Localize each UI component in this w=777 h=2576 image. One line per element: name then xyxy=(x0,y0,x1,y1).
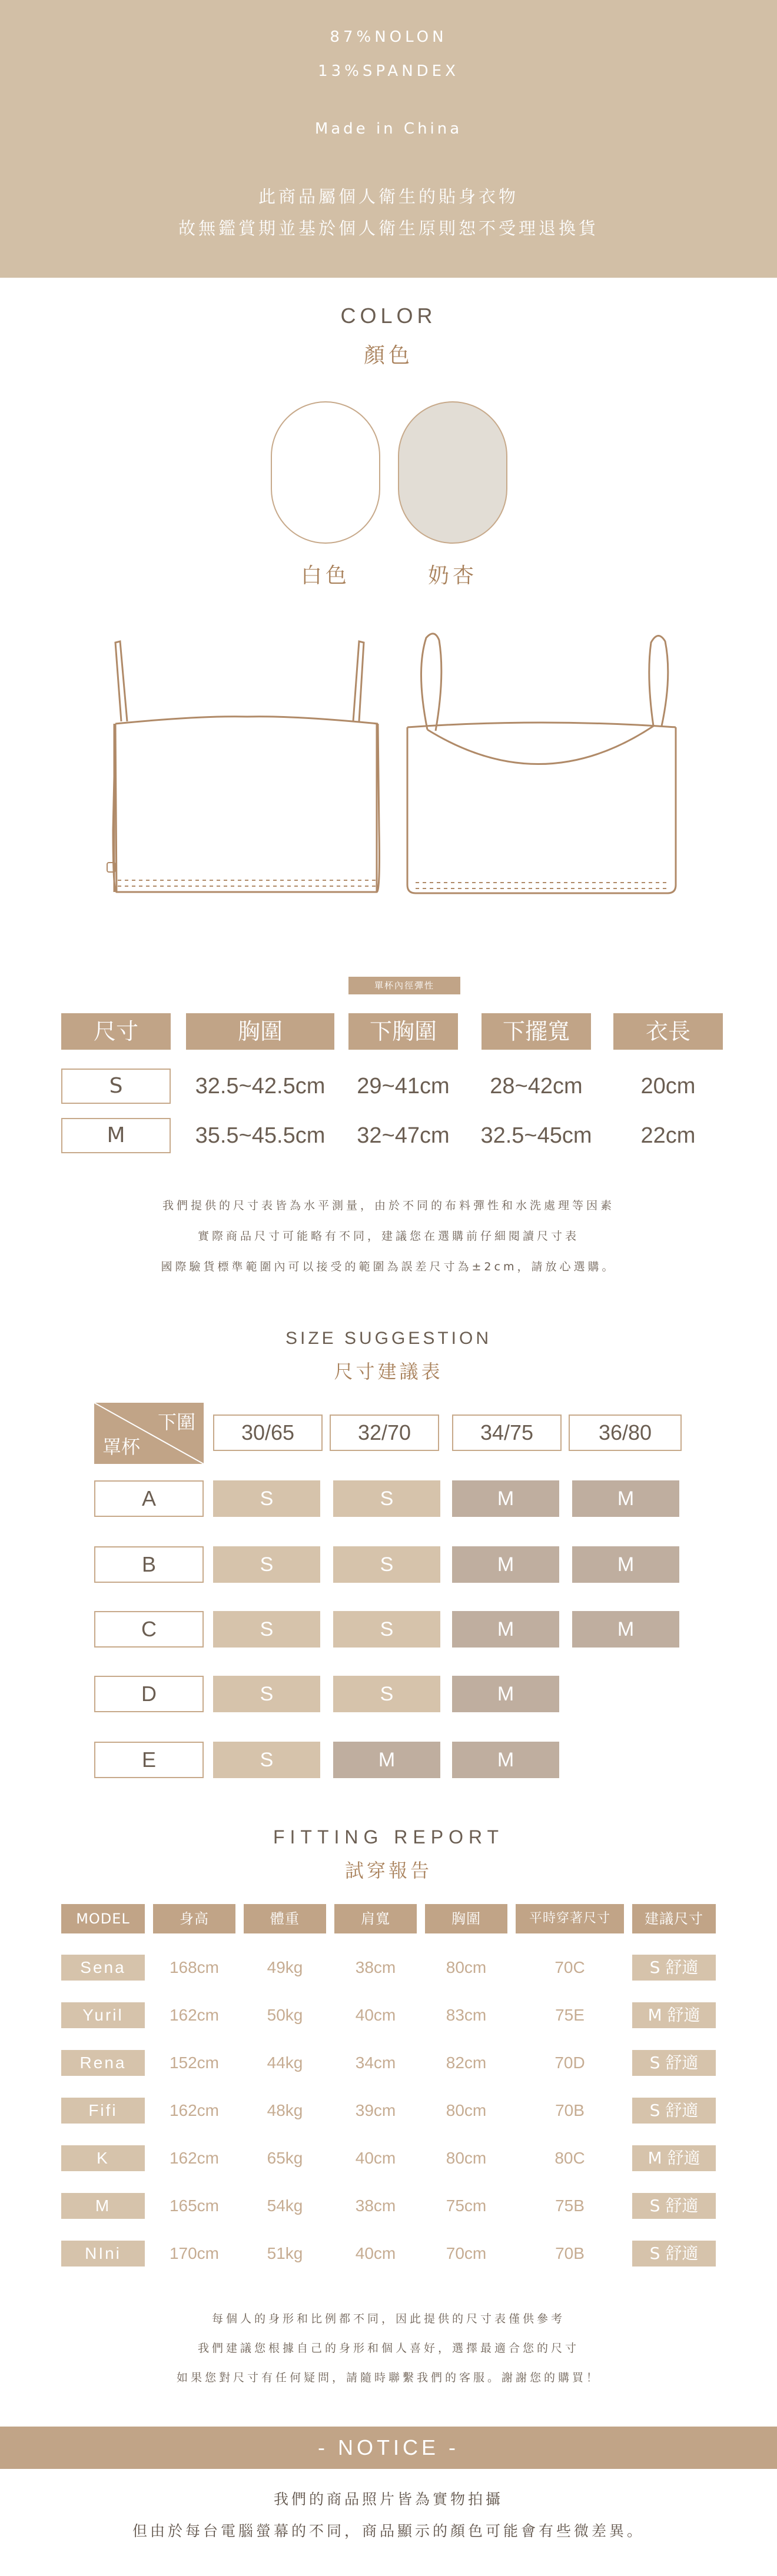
fit-usual-4: 70B xyxy=(555,2101,585,2119)
fit-fit-3: S 舒適 xyxy=(632,2050,716,2076)
fit-height-4: 162cm xyxy=(169,2101,220,2119)
sug-b-2: S xyxy=(333,1546,440,1583)
color-title-zh: 顏色 xyxy=(363,344,413,368)
sug-a-1: S xyxy=(213,1480,320,1517)
fit-weight-1: 49kg xyxy=(267,1958,303,1976)
fit-weight-7: 51kg xyxy=(267,2244,303,2262)
fit-model-2: Yuril xyxy=(61,2002,145,2028)
fit-model-4: Fifi xyxy=(61,2098,145,2124)
sug-a-4: M xyxy=(572,1480,679,1517)
garment-back-sketch xyxy=(407,634,676,893)
fit-chest-4: 80cm xyxy=(446,2101,487,2119)
sug-e-1: S xyxy=(213,1742,320,1778)
fit-shoulder-6: 38cm xyxy=(355,2196,396,2215)
fit-shoulder-1: 38cm xyxy=(355,1958,396,1976)
corner-label-underbust: 下圍 xyxy=(157,1411,195,1433)
swatch-cream xyxy=(398,401,507,544)
sug-c-2: S xyxy=(333,1611,440,1648)
fitting-note-1: 每個人的身形和比例都不同，因此提供的尺寸表僅供參考 xyxy=(211,2312,565,2325)
cup-d: D xyxy=(94,1676,204,1712)
fit-shoulder-2: 40cm xyxy=(355,2006,396,2024)
size-m-underbust: 32~47cm xyxy=(357,1123,450,1148)
suggestion-corner-cell xyxy=(94,1403,204,1464)
sug-b-3: M xyxy=(452,1546,559,1583)
sug-e-2: M xyxy=(333,1742,440,1778)
fit-model-1: Sena xyxy=(61,1955,145,1981)
fit-header-chest: 胸圍 xyxy=(425,1904,507,1933)
fit-fit-4: S 舒適 xyxy=(632,2098,716,2124)
fit-fit-5: M 舒適 xyxy=(632,2145,716,2171)
garment-sketch xyxy=(82,630,695,900)
size-m-hem: 32.5~45cm xyxy=(480,1123,592,1148)
size-s-underbust: 29~41cm xyxy=(357,1074,450,1099)
fit-usual-5: 80C xyxy=(554,2149,585,2167)
sug-b-1: S xyxy=(213,1546,320,1583)
suggestion-title-en: SIZE SUGGESTION xyxy=(285,1329,492,1348)
cup-a: A xyxy=(94,1480,204,1517)
fit-fit-2: M 舒適 xyxy=(632,2002,716,2028)
fit-shoulder-7: 40cm xyxy=(355,2244,396,2262)
size-s-chest: 32.5~42.5cm xyxy=(195,1074,326,1099)
fit-header-weight: 體重 xyxy=(244,1904,326,1933)
size-s-length: 20cm xyxy=(640,1074,696,1099)
fit-height-3: 152cm xyxy=(169,2054,220,2072)
swatch-label-cream: 奶杏 xyxy=(427,564,477,588)
fit-chest-6: 75cm xyxy=(446,2196,487,2215)
fit-chest-1: 80cm xyxy=(446,1958,487,1976)
suggestion-title-zh: 尺寸建議表 xyxy=(334,1360,443,1383)
sug-d-2: S xyxy=(333,1676,440,1712)
fit-model-5: K xyxy=(61,2145,145,2171)
size-header-chest: 胸圍 xyxy=(186,1013,334,1050)
fit-shoulder-4: 39cm xyxy=(355,2101,396,2119)
cup-b: B xyxy=(94,1546,204,1583)
garment-front-sketch xyxy=(107,641,380,892)
fit-fit-6: S 舒適 xyxy=(632,2193,716,2219)
fit-header-model: MODEL xyxy=(61,1904,145,1933)
size-note-2: 實際商品尺寸可能略有不同，建議您在選購前仔細閱讀尺寸表 xyxy=(197,1230,579,1243)
fit-chest-5: 80cm xyxy=(446,2149,487,2167)
cup-e: E xyxy=(94,1742,204,1778)
size-header-hem: 下擺寬 xyxy=(482,1013,591,1050)
fit-weight-3: 44kg xyxy=(267,2054,303,2072)
notice-line-2: 但由於每台電腦螢幕的不同，商品顯示的顏色可能會有些微差異。 xyxy=(132,2522,645,2540)
material-nylon: 87%NOLON xyxy=(330,28,447,46)
material-spandex: 13%SPANDEX xyxy=(318,62,459,80)
fit-usual-6: 75B xyxy=(555,2196,585,2215)
fit-height-5: 162cm xyxy=(169,2149,220,2167)
size-chart-tag: 單杯內徑彈性 xyxy=(348,977,460,994)
band-32-70: 32/70 xyxy=(330,1415,439,1451)
fit-weight-2: 50kg xyxy=(267,2006,303,2024)
color-title-en: COLOR xyxy=(340,304,437,328)
corner-label-cup: 罩杯 xyxy=(102,1436,141,1458)
hygiene-note-2: 故無鑑賞期並基於個人衛生原則恕不受理退換貨 xyxy=(178,218,599,238)
size-m-chest: 35.5~45.5cm xyxy=(195,1123,326,1148)
sug-a-3: M xyxy=(452,1480,559,1517)
fit-height-2: 162cm xyxy=(169,2006,220,2024)
sug-c-1: S xyxy=(213,1611,320,1648)
fit-weight-6: 54kg xyxy=(267,2196,303,2215)
fit-header-usual: 平時穿著尺寸 xyxy=(516,1904,624,1933)
fit-header-height: 身高 xyxy=(153,1904,235,1933)
fit-usual-7: 70B xyxy=(555,2244,585,2262)
hygiene-note-1: 此商品屬個人衛生的貼身衣物 xyxy=(258,187,519,207)
fit-model-3: Rena xyxy=(61,2050,145,2076)
fitting-title-en: FITTING REPORT xyxy=(273,1826,504,1848)
swatch-label-white: 白色 xyxy=(300,564,350,588)
fit-fit-7: S 舒適 xyxy=(632,2241,716,2267)
fit-weight-4: 48kg xyxy=(267,2101,303,2119)
fit-chest-7: 70cm xyxy=(446,2244,487,2262)
band-34-75: 34/75 xyxy=(452,1415,562,1451)
fit-height-1: 168cm xyxy=(169,1958,220,1976)
fitting-note-3: 如果您對尺寸有任何疑問，請隨時聯繫我們的客服。謝謝您的購買！ xyxy=(176,2371,600,2384)
fit-height-6: 165cm xyxy=(169,2196,220,2215)
notice-line-1: 我們的商品照片皆為實物拍攝 xyxy=(273,2491,503,2508)
size-header-size: 尺寸 xyxy=(61,1013,171,1050)
band-30-65: 30/65 xyxy=(213,1415,323,1451)
made-in: Made in China xyxy=(314,120,463,138)
cup-c: C xyxy=(94,1611,204,1648)
sug-c-3: M xyxy=(452,1611,559,1648)
fit-usual-1: 70C xyxy=(554,1958,585,1976)
sug-d-1: S xyxy=(213,1676,320,1712)
sug-d-3: M xyxy=(452,1676,559,1712)
fitting-title-zh: 試穿報告 xyxy=(344,1859,432,1882)
fit-model-6: M xyxy=(61,2193,145,2219)
size-note-1: 我們提供的尺寸表皆為水平測量，由於不同的布料彈性和水洗處理等因素 xyxy=(162,1199,615,1212)
size-row-s-label: S xyxy=(61,1069,171,1104)
sug-a-2: S xyxy=(333,1480,440,1517)
fitting-note-2: 我們建議您根據自己的身形和個人喜好，選擇最適合您的尺寸 xyxy=(197,2342,579,2355)
size-note-3: 國際驗貨標準範圍內可以接受的範圍為誤差尺寸為±2cm，請放心選購。 xyxy=(161,1260,616,1273)
fit-shoulder-3: 34cm xyxy=(355,2054,396,2072)
size-header-length: 衣長 xyxy=(613,1013,723,1050)
notice-bar: - NOTICE - xyxy=(0,2427,777,2469)
fit-chest-2: 83cm xyxy=(446,2006,487,2024)
sug-e-3: M xyxy=(452,1742,559,1778)
size-header-underbust: 下胸圍 xyxy=(348,1013,458,1050)
fit-height-7: 170cm xyxy=(169,2244,220,2262)
fit-weight-5: 65kg xyxy=(267,2149,303,2167)
sug-c-4: M xyxy=(572,1611,679,1648)
band-36-80: 36/80 xyxy=(569,1415,682,1451)
size-row-m-label: M xyxy=(61,1118,171,1153)
material-band xyxy=(0,0,777,278)
fit-usual-2: 75E xyxy=(555,2006,585,2024)
fit-header-fit: 建議尺寸 xyxy=(632,1904,716,1933)
fit-shoulder-5: 40cm xyxy=(355,2149,396,2167)
fit-fit-1: S 舒適 xyxy=(632,1955,716,1981)
fit-header-shoulder: 肩寬 xyxy=(334,1904,417,1933)
swatch-white xyxy=(271,401,380,544)
fit-model-7: NIni xyxy=(61,2241,145,2267)
size-m-length: 22cm xyxy=(640,1123,696,1148)
sug-b-4: M xyxy=(572,1546,679,1583)
fit-chest-3: 82cm xyxy=(446,2054,487,2072)
fit-usual-3: 70D xyxy=(554,2054,585,2072)
size-s-hem: 28~42cm xyxy=(490,1074,583,1099)
